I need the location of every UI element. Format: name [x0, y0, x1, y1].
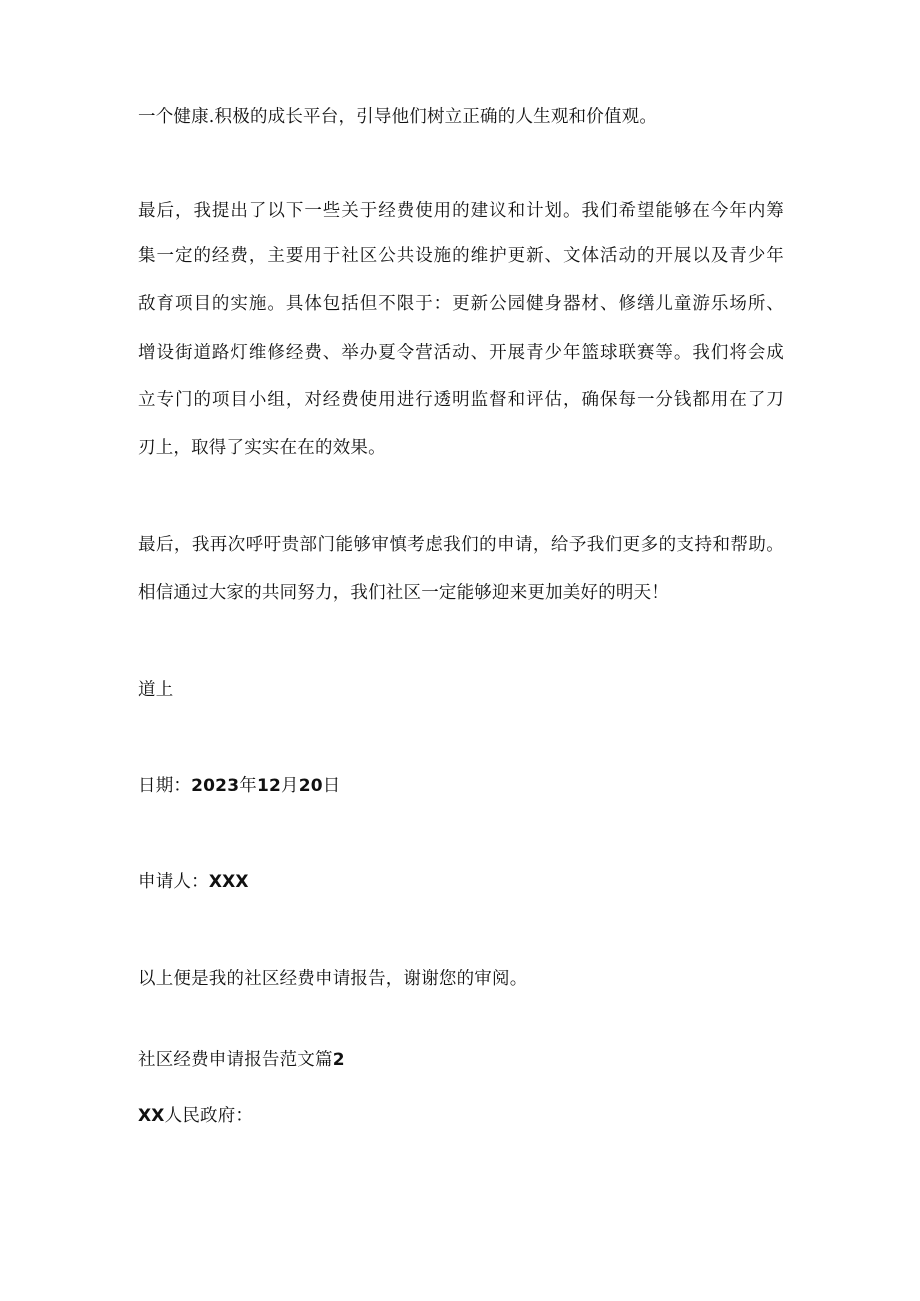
- next-section-title: [138, 1048, 345, 1072]
- applicant-line: [138, 870, 249, 894]
- paragraph-3-line-2: 相信通过大家的共同努力，我们社区一定能够迎来更加美好的明天！: [138, 583, 669, 603]
- paragraph-2-line-2: 集一定的经费，主要用于社区公共设施的维护更新、文体活动的开展以及青少年: [138, 246, 784, 266]
- paragraph-2-line-3: 敌育项目的实施。具体包括但不限于：更新公园健身器材、修缮儿童游乐场所、: [138, 294, 784, 314]
- applicant-label: 申请人：: [138, 872, 209, 892]
- paragraph-2-line-5: 立专门的项目小组，对经费使用进行透明监督和评估，确保每一分钱都用在了刀: [138, 390, 784, 410]
- date-label: 日期：: [138, 776, 192, 796]
- next-section-title-number: 2: [332, 1050, 345, 1070]
- applicant-name: XXX: [208, 872, 249, 892]
- ending-line: 以上便是我的社区经费申请报告，谢谢您的审阅。: [138, 969, 528, 989]
- recipient-text: 人民政府：: [164, 1106, 254, 1126]
- date-month-unit: 月: [281, 776, 299, 796]
- date-day: 20: [298, 776, 323, 796]
- paragraph-2-line-6: 刃上，取得了实实在在的效果。: [138, 438, 386, 458]
- paragraph-2-line-4: 增设街道路灯维修经费、举办夏令营活动、开展青少年篮球联赛等。我们将会成: [138, 343, 784, 363]
- paragraph-1-line-1: 一个健康.积极的成长平台，引导他们树立正确的人生观和价值观。: [138, 107, 658, 127]
- date-line: [138, 774, 340, 798]
- closing-salutation: 道上: [138, 680, 174, 700]
- date-month: 12: [256, 776, 281, 796]
- paragraph-2-line-1: 最后，我提出了以下一些关于经费使用的建议和计划。我们希望能够在今年内筹: [138, 201, 784, 221]
- date-year: 2023: [191, 776, 240, 796]
- next-section-title-text: 社区经费申请报告范文篇: [138, 1050, 333, 1070]
- recipient-line: [138, 1104, 253, 1128]
- date-day-unit: 日: [322, 776, 341, 796]
- date-year-unit: 年: [239, 776, 257, 796]
- recipient-prefix: XX: [138, 1106, 165, 1126]
- paragraph-3-line-1: 最后，我再次呼吁贵部门能够审慎考虑我们的申请，给予我们更多的支持和帮助。: [138, 535, 784, 555]
